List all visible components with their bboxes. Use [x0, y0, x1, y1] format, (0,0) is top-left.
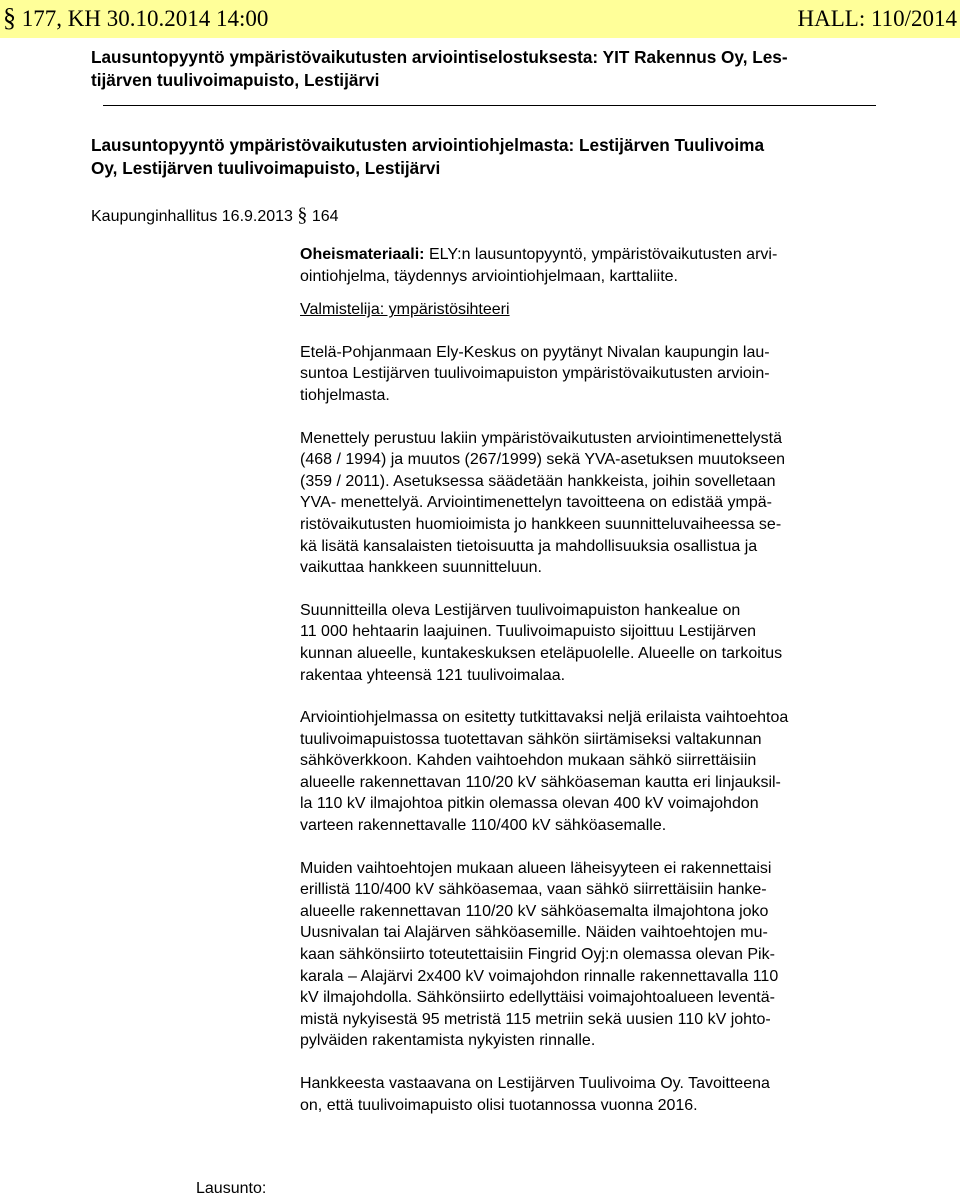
main-content — [300, 244, 890, 1137]
paragraph-line: karala – Alajärvi 2x400 kV voimajohdon rinnalle rakennettavalla 110 — [300, 967, 779, 985]
paragraph-line: (359 / 2011). Asetuksessa säädetään hankkeista, joihin sovelletaan — [300, 472, 776, 490]
body-paragraph — [300, 1073, 890, 1116]
paragraph-line: kV ilmajohdolla. Sähkönsiirto edellyttäisi voimajohtoalueen leventä- — [300, 989, 775, 1007]
paragraph-line: rakentaa yhteensä 121 tuulivoimalaa. — [300, 666, 566, 684]
section-symbol: § — [3, 3, 16, 32]
attachment-text: ELY:n lausuntopyyntö, ympäristövaikutusten arvi- — [428, 246, 778, 263]
paragraph-line: Hankkeesta vastaavana on Lestijärven Tuulivoima Oy. Tavoitteena — [300, 1075, 770, 1092]
meeting-body: Kaupunginhallitus 16.9.2013 — [91, 208, 293, 225]
body-paragraph — [300, 428, 890, 579]
item-title-2 — [91, 134, 891, 180]
paragraph-line: Menettely perustuu lakiin ympäristövaikutusten arviointimenettelystä — [300, 429, 783, 447]
attachment-label: Oheismateriaali: — [300, 246, 425, 263]
statement-label: Lausunto: — [196, 1180, 267, 1197]
paragraph-line: on, että tuulivoimapuisto olisi tuotannossa vuonna 2016. — [300, 1096, 698, 1114]
body-paragraph — [300, 600, 890, 686]
paragraph-line: la 110 kV ilmajohtoa pitkin olemassa olevan 400 kV voimajohdon — [300, 795, 759, 813]
title-line: tijärven tuulivoimapuisto, Lestijärvi — [91, 70, 380, 90]
paragraph-line: tiohjelmasta. — [300, 386, 390, 404]
attachment-paragraph — [300, 244, 890, 287]
section-number: 164 — [311, 208, 339, 225]
title-line: Lausuntopyyntö ympäristövaikutusten arviointiselostuksesta: YIT Rakennus Oy, Les- — [91, 47, 788, 67]
preparer-paragraph — [300, 299, 890, 321]
title-line: Lausuntopyyntö ympäristövaikutusten arviointiohjelmasta: Lestijärven Tuulivoima — [91, 135, 764, 155]
paragraph-line: erillistä 110/400 kV sähköasemaa, vaan sähkö siirrettäisiin hanke- — [300, 881, 767, 899]
paragraph-line: Muiden vaihtoehtojen mukaan alueen läheisyyteen ei rakennettaisi — [300, 859, 772, 877]
paragraph-line: pylväiden rakentamista nykyisten rinnalle. — [300, 1032, 596, 1050]
title-divider — [103, 105, 876, 106]
paragraph-line: Suunnitteilla oleva Lestijärven tuulivoimapuiston hankealue on — [300, 601, 741, 619]
paragraph-line: 11 000 hehtaarin laajuinen. Tuulivoimapuisto sijoittuu Lestijärven — [300, 623, 756, 641]
body-paragraph — [300, 342, 890, 407]
paragraph-line: YVA- menettelyä. Arviointimenettelyn tavoitteena on edistää ympä- — [300, 494, 772, 512]
section-symbol: § — [297, 204, 308, 226]
paragraph-line: varteen rakennettavalle 110/400 kV sähköasemalle. — [300, 817, 667, 835]
body-paragraphs — [300, 342, 890, 1116]
title-line: Oy, Lestijärven tuulivoimapuisto, Lestijärvi — [91, 158, 441, 178]
item-title-1 — [91, 46, 891, 92]
paragraph-line: alueelle rakennettavan 110/20 kV sähköasemalta ilmajohtona joko — [300, 902, 769, 920]
attachment-text: ointiohjelma, täydennys arviointiohjelmaan, karttaliite. — [300, 267, 678, 285]
paragraph-line: mistä nykyisestä 95 metristä 115 metriin sekä uusien 110 kV johto- — [300, 1010, 771, 1028]
paragraph-line: kaan sähkönsiirto toteutettaisiin Fingrid Oyj:n olemassa olevan Pik- — [300, 946, 775, 964]
paragraph-line: alueelle rakennettavan 110/20 kV sähköaseman kautta eri linjauksil- — [300, 773, 781, 791]
meeting-date: 177, KH 30.10.2014 14:00 — [21, 6, 269, 31]
paragraph-line: Etelä-Pohjanmaan Ely-Keskus on pyytänyt Nivalan kaupungin lau- — [300, 343, 770, 361]
paragraph-line: ristövaikutusten huomioimista jo hankkeen suunnitteluvaiheessa se- — [300, 515, 782, 533]
paragraph-line: (468 / 1994) ja muutos (267/1999) sekä YVA-asetuksen muutokseen — [300, 451, 786, 469]
paragraph-line: suntoa Lestijärven tuulivoimapuiston ympäristövaikutusten arvioin- — [300, 365, 770, 383]
paragraph-line: Arviointiohjelmassa on esitetty tutkittavaksi neljä erilaista vaihtoehtoa — [300, 709, 789, 727]
preparer: Valmistelija: ympäristösihteeri — [300, 301, 510, 319]
paragraph-line: vaikuttaa hankkeen suunnitteluun. — [300, 559, 542, 577]
header-bar — [0, 0, 960, 38]
board-reference: HALL: 110/2014 — [797, 6, 957, 31]
paragraph-line: sähköverkkoon. Kahden vaihtoehdon mukaan sähkö siirrettäisiin — [300, 752, 757, 770]
paragraph-line: Uusnivalan tai Alajärven sähköasemille. Näiden vaihtoehtojen mu- — [300, 924, 768, 942]
body-paragraph — [300, 707, 890, 837]
paragraph-line: tuulivoimapuistossa tuotettavan sähkön siirtämiseksi valtakunnan — [300, 730, 762, 748]
body-paragraph — [300, 858, 890, 1052]
meeting-line — [91, 204, 339, 227]
meeting-reference — [3, 3, 269, 32]
paragraph-line: kä lisätä kansalaisten tietoisuutta ja mahdollisuuksia osallistua ja — [300, 537, 758, 555]
paragraph-line: kunnan alueelle, kuntakeskuksen eteläpuolelle. Alueelle on tarkoitus — [300, 644, 783, 662]
